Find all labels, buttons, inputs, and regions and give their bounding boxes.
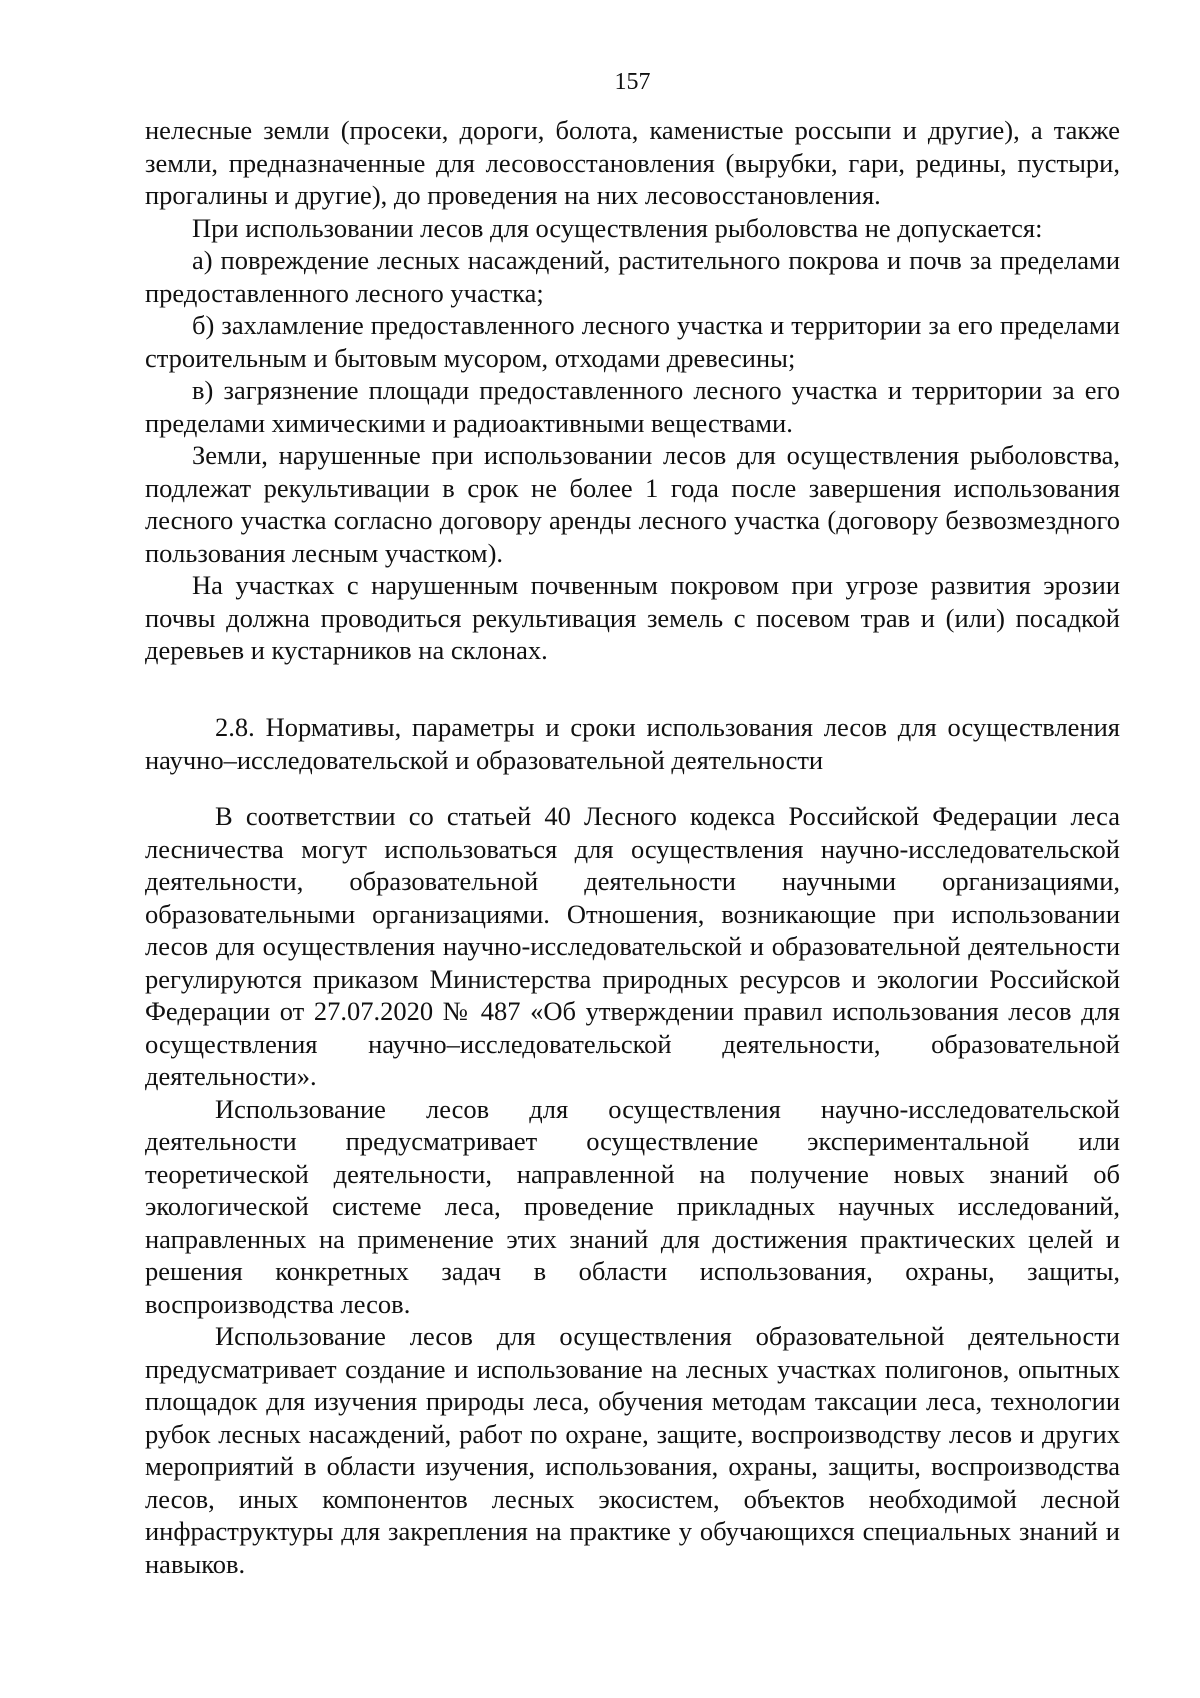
list-item: в) загрязнение площади предоставленного лесного участка и территории за его пределами химическими и радиоактивными веществами. xyxy=(145,375,1120,438)
paragraph: Земли, нарушенные при использовании лесов для осуществления рыболовства, подлежат рекультивации в срок не более 1 года после завершения использования лесного участка согласно договору аренды лесного участка (договору безвозмездного пользования лесным участком). xyxy=(145,440,1120,568)
list-item: б) захламление предоставленного лесного участка и территории за его пределами строительным и бытовым мусором, отходами древесины; xyxy=(145,310,1120,373)
paragraph: В соответствии со статьей 40 Лесного кодекса Российской Федерации леса лесничества могут использоваться для осуществления научно-исследовательской деятельности, образовательной деятельности научными организациями, образовательными организациями. Отношения, возникающие при использовании лесов для осуществления научно-исследовательской и образовательной деятельности регулируются приказом Министерства природных ресурсов и экологии Российской Федерации от 27.07.2020 № 487 «Об утверждении правил использования лесов для осуществления научно–исследовательской деятельности, образовательной деятельности». xyxy=(145,801,1120,1091)
page-number: 157 xyxy=(614,69,651,95)
list-item: а) повреждение лесных насаждений, растительного покрова и почв за пределами предоставленного лесного участка; xyxy=(145,245,1120,308)
section-heading-block xyxy=(145,711,1120,776)
section-research-education xyxy=(145,800,1120,1580)
paragraph: нелесные земли (просеки, дороги, болота, каменистые россыпи и другие), а также земли, предназначенные для лесовосстановления (вырубки, гари, редины, пустыри, прогалины и другие), до проведения на них лесовосстановления. xyxy=(145,115,1120,210)
paragraph: Использование лесов для осуществления образовательной деятельности предусматривает создание и использование на лесных участках полигонов, опытных площадок для изучения природы леса, обучения методам таксации леса, технологии рубок лесных насаждений, работ по охране, защите, воспроизводству лесов и других мероприятий в области изучения, использования, охраны, защиты, воспроизводства лесов, иных компонентов лесных экосистем, объектов необходимой лесной инфраструктуры для закрепления на практике у обучающихся специальных знаний и навыков. xyxy=(145,1321,1120,1579)
section-fishing-rules xyxy=(145,114,1120,667)
section-heading: 2.8. Нормативы, параметры и сроки использования лесов для осуществления научно–исследовательской и образовательной деятельности xyxy=(145,712,1120,775)
paragraph: При использовании лесов для осуществления рыболовства не допускается: xyxy=(192,212,1043,243)
paragraph: На участках с нарушенным почвенным покровом при угрозе развития эрозии почвы должна проводиться рекультивация земель с посевом трав и (или) посадкой деревьев и кустарников на склонах. xyxy=(145,570,1120,665)
paragraph: Использование лесов для осуществления научно-исследовательской деятельности предусматривает осуществление экспериментальной или теоретической деятельности, направленной на получение новых знаний об экологической системе леса, проведение прикладных научных исследований, направленных на применение этих знаний для достижения практических целей и решения конкретных задач в области использования, охраны, защиты, воспроизводства лесов. xyxy=(145,1093,1120,1319)
